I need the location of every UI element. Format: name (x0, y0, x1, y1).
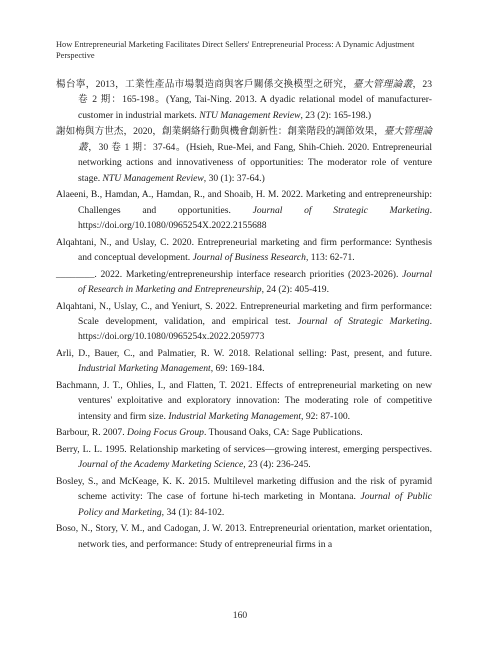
reference-entry (56, 77, 432, 123)
reference-text-part: Alqahtani, N., and Uslay, C. 2020. Entrepreneurial marketing and firm performance: Synthesis and conceptual development. (56, 236, 432, 264)
reference-text-part: , 24 (2): 405-419. (261, 284, 330, 296)
reference-entry (56, 124, 432, 186)
reference-entry (56, 474, 432, 520)
reference-italic-part: Industrial Marketing Management (78, 363, 211, 375)
reference-italic-part: Journal of Research in Marketing and Entrepreneurship (78, 268, 432, 296)
running-header: How Entrepreneurial Marketing Facilitates Direct Sellers' Entrepreneurial Process: A Dynamic Adjustment Perspective (56, 40, 415, 60)
reference-italic-part: 臺大管理論叢 (78, 126, 433, 153)
reference-entry (56, 521, 432, 552)
reference-text-part: , 34 (1): 84-102. (161, 506, 225, 518)
reference-entry (56, 346, 432, 377)
reference-text-part: . https://doi.org/10.1080/0965254X.2022.2155688 (78, 204, 432, 232)
reference-italic-part: Industrial Marketing Management (168, 410, 302, 422)
reference-text-part: ________. 2022. Marketing/entrepreneurship interface research priorities (2023-2026). (56, 268, 403, 280)
reference-text-part: 楊台寧，2013，工業性產品市場製造商與客戶關係交換模型之研究， (56, 79, 354, 90)
reference-entry (56, 267, 432, 298)
reference-italic-part: 臺大管理論叢 (353, 79, 413, 90)
reference-text-part: Bosley, S., and McKeage, K. K. 2015. Multilevel marketing diffusion and the risk of pyramid scheme activity: The case of fortune hi-tech marketing in Montana. (56, 476, 432, 503)
reference-text-part: Alqahtani, N., Uslay, C., and Yeniurt, S. 2022. Entrepreneurial marketing and firm performance: Scale development, validation, and empirical test. (56, 300, 432, 328)
reference-text-part: ，23 卷 2 期：165-198。(Yang, Tai-Ning. 2013. A dyadic relational model of manufacturer-customer in industrial markets. (78, 79, 433, 121)
reference-italic-part: Doing Focus Group (127, 427, 204, 439)
reference-entry (56, 378, 432, 424)
reference-text-part: 謝如梅與方世杰，2020，創業網絡行動與機會創新性：創業階段的調節效果， (56, 126, 384, 138)
reference-text-part: Berry, L. L. 1995. Relationship marketing of services—growing interest, emerging perspectives. (56, 444, 432, 456)
reference-italic-part: Journal of Business Research (192, 252, 306, 264)
reference-text-part: , 92: 87-100. (301, 410, 351, 422)
page-number: 160 (232, 610, 248, 621)
reference-text-part: . Thousand Oaks, CA: Sage Publications. (203, 427, 363, 439)
reference-text-part: , 23 (4): 236-245. (243, 459, 311, 471)
reference-entry (56, 299, 432, 345)
reference-entry (56, 235, 432, 266)
reference-text-part: , 30 (1): 37-64.) (203, 172, 265, 184)
reference-list (56, 77, 432, 553)
reference-italic-part: NTU Management Review (102, 172, 204, 184)
reference-entry (56, 187, 432, 233)
reference-text-part: , 69: 169-184. (210, 363, 265, 375)
reference-italic-part: Journal of Public Policy and Marketing (78, 491, 432, 518)
reference-text-part: ，30 卷 1 期：37-64。(Hsieh, Rue-Mei, and Fang, Shih-Chieh. 2020. Entrepreneurial networking actions and innovativeness of opportunities: The moderator role of venture stage. (78, 141, 433, 184)
reference-text-part: Barbour, R. 2007. (56, 427, 128, 439)
reference-text-part: , 23 (2): 165-198.) (300, 109, 372, 121)
reference-text-part: Bachmann, J. T., Ohlies, I., and Flatten, T. 2021. Effects of entrepreneurial marketing on new ventures' exploitative and exploratory innovation: The moderating role of competitive intensity and firm size. (56, 380, 432, 422)
reference-text-part: Arli, D., Bauer, C., and Palmatier, R. W. 2018. Relational selling: Past, present, and future. (56, 348, 432, 360)
reference-entry (56, 442, 432, 473)
reference-italic-part: Journal of the Academy Marketing Science (78, 459, 244, 471)
reference-italic-part: Journal of Strategic Marketing (252, 204, 430, 216)
reference-entry (56, 425, 432, 440)
reference-text-part: Boso, N., Story, V. M., and Cadogan, J. W. 2013. Entrepreneurial orientation, market orientation, network ties, and performance: Study of entrepreneurial firms in a (56, 523, 432, 550)
reference-italic-part: Journal of Strategic Marketing (297, 316, 430, 328)
reference-text-part: , 113: 62-71. (305, 252, 355, 264)
reference-text-part: . https://doi.org/10.1080/0965254x.2022.2059773 (78, 316, 432, 343)
reference-italic-part: NTU Management Review (199, 109, 301, 121)
reference-text-part: Alaeeni, B., Hamdan, A., Hamdan, R., and Shoaib, H. M. 2022. Marketing and entrepreneurship: Challenges and opportunities. (56, 189, 432, 216)
